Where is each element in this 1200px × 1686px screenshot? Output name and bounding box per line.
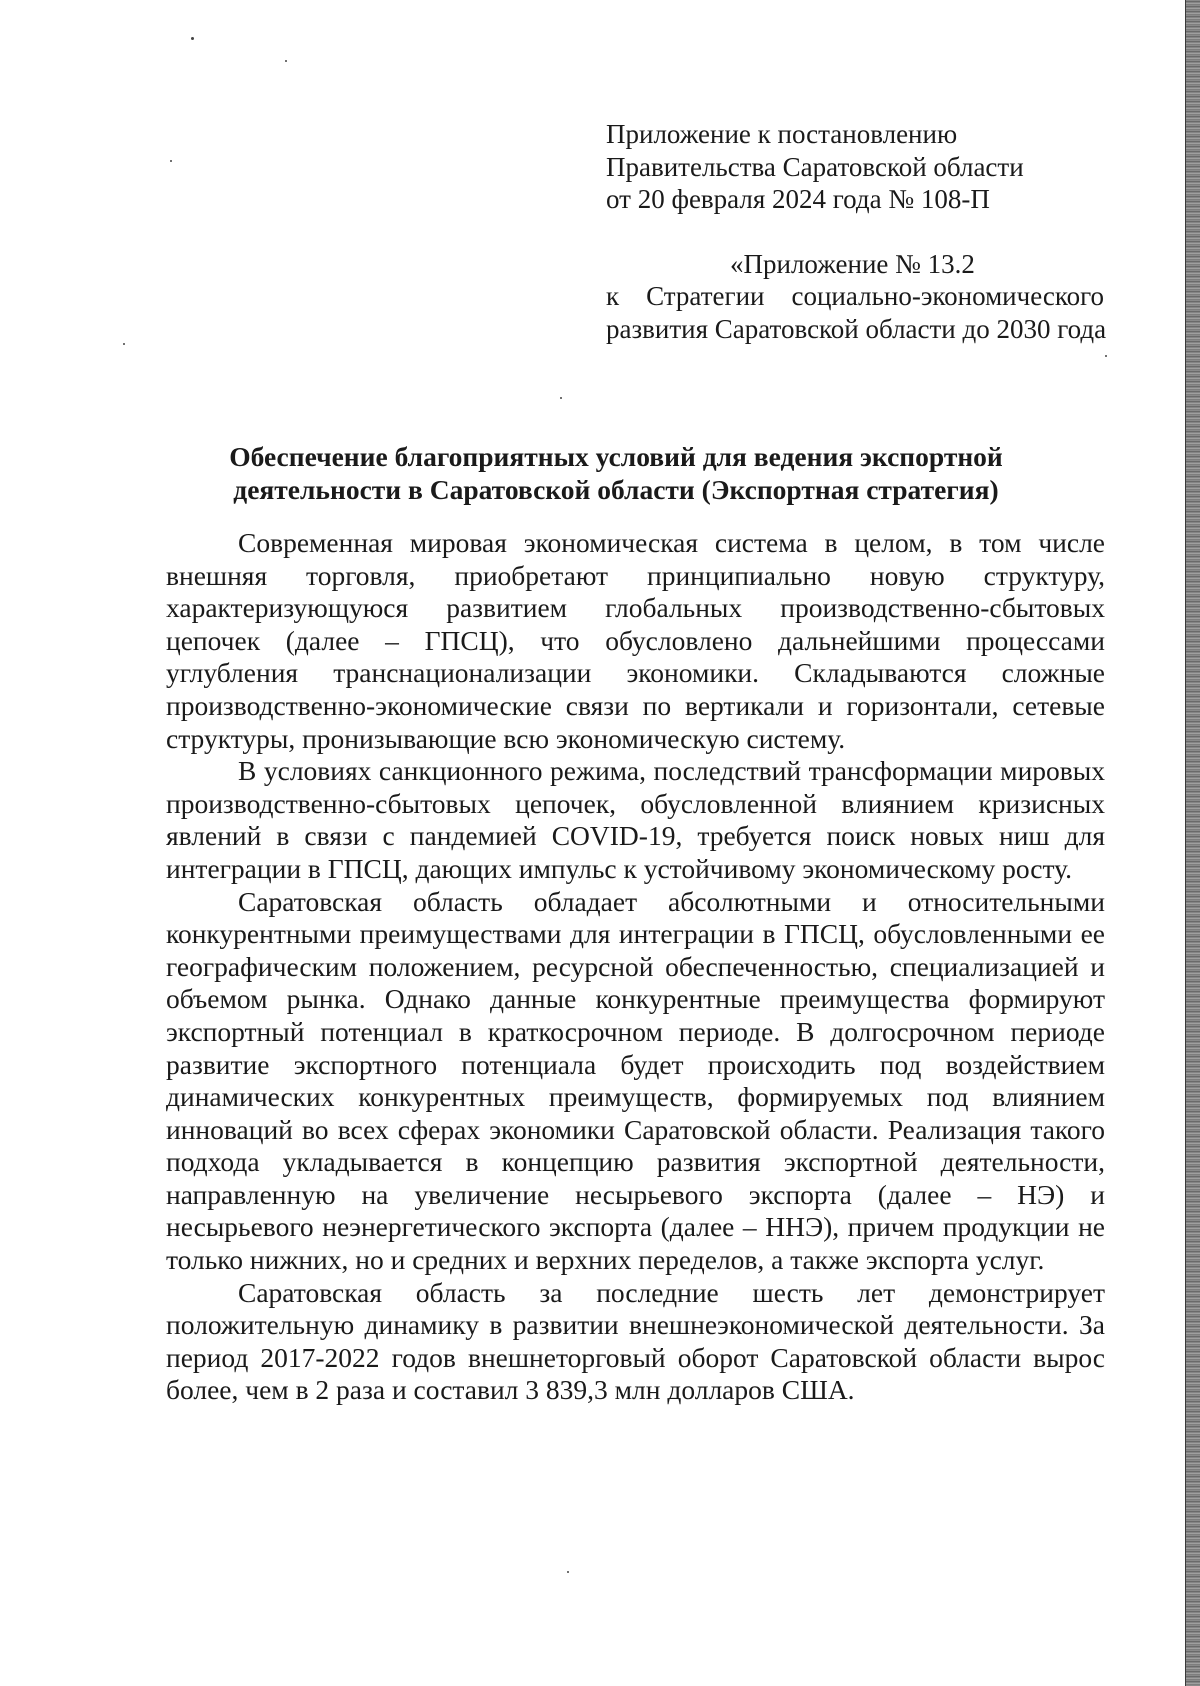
- body-paragraph: Саратовская область за последние шесть лет демонстрирует положительную динамику в развитии внешнеэкономической деятельности. За период 2017-2022 годов внешнеторговый оборот Саратовской области вырос более, чем в 2 раза и составил 3 839,3 млн долларов США.: [166, 1276, 1105, 1406]
- approval-line: Правительства Саратовской области: [606, 151, 1024, 182]
- scan-speck: [285, 60, 287, 62]
- title-line: Обеспечение благоприятных условий для ведения экспортной: [229, 441, 1003, 472]
- scan-speck: [1105, 355, 1107, 357]
- body-paragraph: Саратовская область обладает абсолютными и относительными конкурентными преимуществами для интеграции в ГПСЦ, обусловленными ее географическим положением, ресурсной обеспеченностью, специализацией и объемом рынка. Однако данные конкурентные преимущества формируют экспортный потенциал в краткосрочном периоде. В долгосрочном периоде развитие экспортного потенциала будет происходить под воздействием динамических конкурентных преимуществ, формируемых под влиянием инноваций во всех сферах экономики Саратовской области. Реализация такого подхода укладывается в концепцию развития экспортной деятельности, направленную на увеличение несырьевого экспорта (далее – НЭ) и несырьевого неэнергетического экспорта (далее – ННЭ), причем продукции не только нижних, но и средних и верхних переделов, а также экспорта услуг.: [166, 885, 1105, 1276]
- scan-speck: [123, 343, 125, 345]
- scan-speck: [170, 160, 172, 162]
- body-paragraph: В условиях санкционного режима, последствий трансформации мировых производственно-сбытовых цепочек, обусловленной влиянием кризисных явлений в связи с пандемией COVID-19, требуется поиск новых ниш для интеграции в ГПСЦ, дающих импульс к устойчивому экономическому росту.: [166, 755, 1105, 884]
- header-spacer: [606, 216, 1126, 248]
- scan-edge-shadow: [1185, 0, 1200, 1686]
- approval-line: Приложение к постановлению: [606, 119, 958, 149]
- document-title: [166, 441, 1066, 506]
- appendix-line: развития Саратовской области до 2030 года: [606, 313, 1107, 344]
- appendix-line: к Стратегии социально-экономического: [606, 281, 1104, 311]
- scan-speck: [567, 1571, 569, 1573]
- scan-speck: [560, 397, 562, 399]
- document-body: [166, 527, 1105, 1407]
- scan-speck: [191, 37, 194, 40]
- body-paragraph: Современная мировая экономическая система в целом, в том числе внешняя торговля, приобретают принципиально новую структуру, характеризующуюся развитием глобальных производственно-сбытовых цепочек (далее – ГПСЦ), что обусловлено дальнейшими процессами углубления транснационализации экономики. Складываются сложные производственно-экономические связи по вертикали и горизонтали, сетевые структуры, пронизывающие всю экономическую систему.: [166, 527, 1105, 754]
- approval-header: [606, 118, 1126, 345]
- appendix-title: «Приложение № 13.2: [730, 248, 975, 279]
- title-line: деятельности в Саратовской области (Экспортная стратегия): [233, 473, 999, 505]
- approval-line: от 20 февраля 2024 года № 108-П: [606, 184, 990, 214]
